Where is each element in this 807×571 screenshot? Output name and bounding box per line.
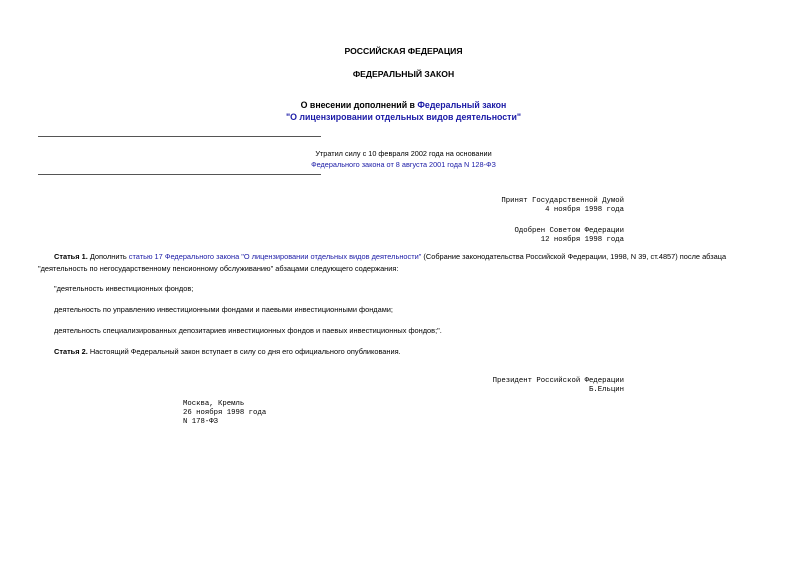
repeal-notice <box>0 148 807 170</box>
signature-block <box>493 377 624 395</box>
article-2-label: Статья 2. <box>54 347 88 356</box>
title-line2-link[interactable]: "О лицензировании отдельных видов деятельности" <box>285 111 522 122</box>
document-title <box>0 100 807 123</box>
repeal-law-link[interactable]: Федерального закона от 8 августа 2001 года N 128-ФЗ <box>311 160 496 169</box>
place-city: Москва, Кремль <box>183 400 245 408</box>
article-2 <box>38 346 770 358</box>
law-number: N 178-ФЗ <box>183 418 219 426</box>
article-1-item: "деятельность инвестиционных фондов; <box>54 284 194 293</box>
law-type-heading: ФЕДЕРАЛЬНЫЙ ЗАКОН <box>352 69 455 79</box>
divider-bottom <box>38 174 321 175</box>
signatory-title: Президент Российской Федерации <box>492 377 624 385</box>
place-date: 26 ноября 1998 года <box>183 409 267 417</box>
country-heading: РОССИЙСКАЯ ФЕДЕРАЦИЯ <box>344 46 463 56</box>
article-1-text-after: (Собрание законодательства Российской Федерации, 1998, N 39, ст.4857) после абзаца "деятельность по негосударственному пенсионному обслуживанию" абзацами следующего содержания: <box>38 252 727 273</box>
duma-adoption <box>501 197 624 215</box>
duma-label: Принят Государственной Думой <box>501 197 624 205</box>
article-1-text-before: Дополнить <box>87 252 129 261</box>
article-1-item: деятельность специализированных депозитариев инвестиционных фондов и паевых инвестиционных фондов;". <box>54 326 442 335</box>
article-17-link[interactable]: статью 17 Федерального закона "О лицензировании отдельных видов деятельности" <box>128 252 422 261</box>
article-1-item: деятельность по управлению инвестиционными фондами и паевыми инвестиционными фондами; <box>54 305 393 314</box>
signatory-name: Б.Ельцин <box>588 386 624 394</box>
article-1 <box>38 251 770 274</box>
divider-top <box>38 136 321 137</box>
council-approval <box>515 227 624 245</box>
council-date: 12 ноября 1998 года <box>540 236 624 244</box>
place-date-block <box>183 400 266 427</box>
article-1-label: Статья 1. <box>54 252 88 261</box>
council-label: Одобрен Советом Федерации <box>514 227 624 235</box>
repeal-notice-text: Утратил силу с 10 февраля 2002 года на основании <box>315 149 492 158</box>
federal-law-link[interactable]: Федеральный закон <box>417 100 507 110</box>
title-prefix: О внесении дополнений в <box>300 100 418 110</box>
article-2-text: Настоящий Федеральный закон вступает в силу со дня его официального опубликования. <box>87 347 401 356</box>
duma-date: 4 ноября 1998 года <box>545 206 624 214</box>
